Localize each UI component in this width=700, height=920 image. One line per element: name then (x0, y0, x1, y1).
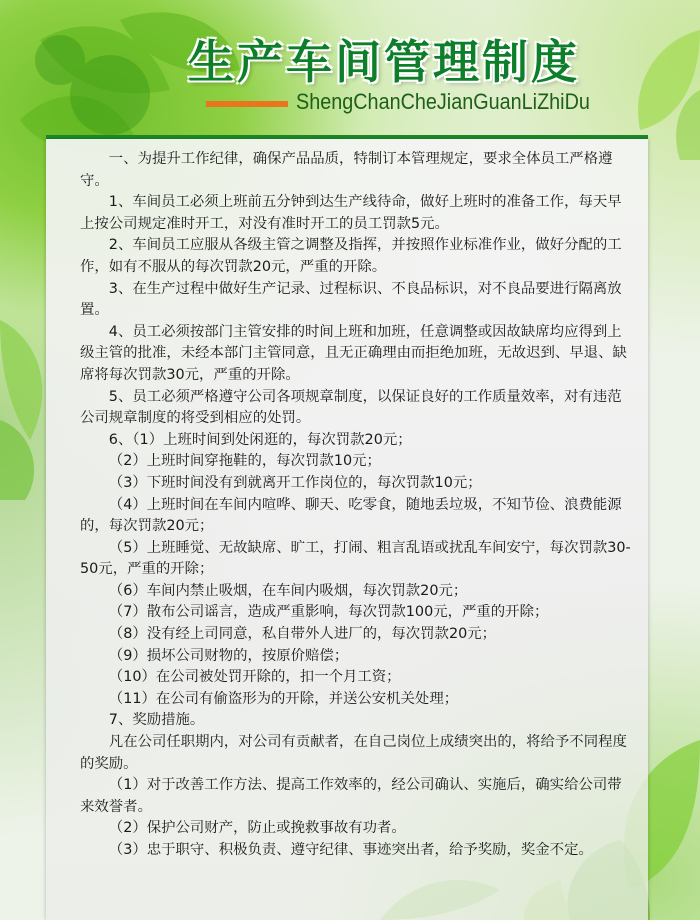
paragraph-rule-5: 5、员工必须严格遵守公司各项规章制度，以保证良好的工作质量效率，对有违范公司规章制度的将受到相应的处罚。 (80, 388, 622, 427)
penalty-item: 6、（1）上班时间到处闲逛的，每次罚款20元； (108, 431, 412, 448)
regulation-text (80, 149, 632, 862)
paragraph-rewards-intro: 凡在公司任职期内，对公司有贡献者，在自己岗位上成绩突出的，将给予不同程度的奖励。 (80, 734, 627, 772)
penalty-item: （3）下班时间没有到就离开工作岗位的，每次罚款10元； (108, 474, 482, 491)
paragraph-rule-3: 3、在生产过程中做好生产记录、过程标识、不良品标识，对不良品要进行隔离放置。 (80, 280, 622, 319)
penalty-item: （2）上班时间穿拖鞋的，每次罚款10元； (108, 453, 381, 470)
penalty-item: （5）上班睡觉、无故缺席、旷工，打闹、粗言乱语或扰乱车间安宁，每次罚款30-50元，严重的开除； (80, 539, 631, 578)
penalty-item: （4）上班时间在车间内喧哗、聊天、吃零食，随地丢垃圾，不知节俭、浪费能源的，每次罚款20元； (80, 496, 622, 535)
paragraph-rule-2: 2、车间员工应服从各级主管之调整及指挥，并按照作业标准作业，做好分配的工作，如有不服从的每次罚款20元，严重的开除。 (80, 237, 622, 275)
title-accent-bar (206, 101, 288, 107)
penalty-item: （11）在公司有偷盗形为的开除，并送公安机关处理； (108, 690, 459, 707)
page-subtitle: ShengChanCheJianGuanLiZhiDu (296, 89, 590, 114)
paragraph-rewards-heading: 7、奖励措施。 (108, 712, 205, 729)
penalty-item: （7）散布公司谣言，造成严重影响，每次罚款100元，严重的开除； (108, 604, 549, 621)
paragraph-rule-4: 4、员工必须按部门主管安排的时间上班和加班，任意调整或因故缺席均应得到上级主管的批准，未经本部门主管同意，且无正确理由而拒绝加班，无故迟到、早退、缺席将每次罚款30元，严重的开除。 (80, 323, 627, 383)
penalty-item: （8）没有经上司同意，私自带外人进厂的，每次罚款20元； (108, 626, 497, 643)
penalty-item: （6）车间内禁止吸烟，在车间内吸烟，每次罚款20元； (108, 582, 468, 599)
paragraph-rule-1: 1、车间员工必须上班前五分钟到达生产线待命，做好上班时的准备工作，每天早上按公司规定准时开工，对没有准时开工的员工罚款5元。 (80, 194, 622, 232)
paragraph-intro: 一、为提升工作纪律，确保产品品质，特制订本管理规定，要求全体员工严格遵守。 (80, 151, 613, 189)
penalty-item: （9）损坏公司财物的，按原价赔偿； (108, 647, 349, 664)
reward-item: （3）忠于职守、积极负责、遵守纪律、事迹突出者，给予奖励，奖金不定。 (108, 842, 593, 858)
reward-item: （2）保护公司财产，防止或挽救事故有功者。 (108, 820, 406, 837)
page-title: 生产车间管理制度 (188, 35, 580, 89)
reward-item: （1）对于改善工作方法、提高工作效率的，经公司确认、实施后，确实给公司带来效誉者。 (80, 777, 622, 815)
penalty-item: （10）在公司被处罚开除的，扣一个月工资； (108, 669, 401, 686)
